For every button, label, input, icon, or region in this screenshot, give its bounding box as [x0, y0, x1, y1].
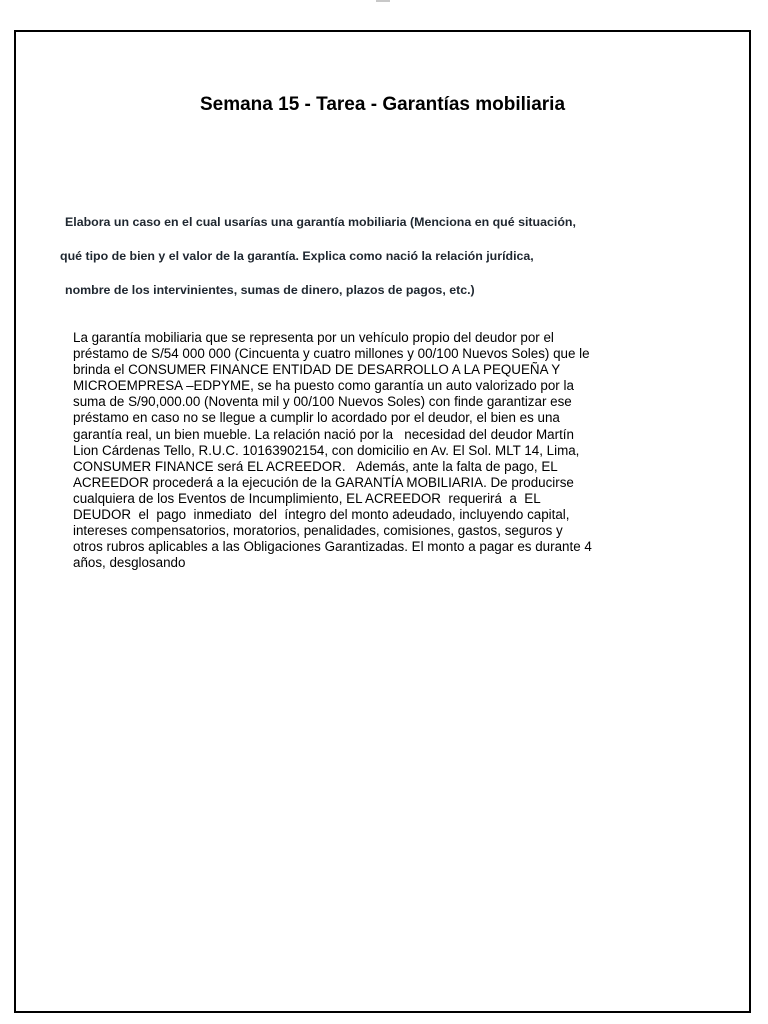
instruction-line-2: qué tipo de bien y el valor de la garantía. Explica como nació la relación jurídica,: [60, 249, 534, 263]
body-line-1: La garantía mobiliaria que se representa por un vehículo propio del deudor por el: [73, 330, 554, 345]
instruction-line-1: Elabora un caso en el cual usarías una garantía mobiliaria (Menciona en qué situación,: [65, 215, 576, 229]
body-line-10: ACREEDOR procederá a la ejecución de la GARANTÍA MOBILIARIA. De producirse: [73, 474, 574, 490]
body-line-2: préstamo de S/54 000 000 (Cincuenta y cuatro millones y 00/100 Nuevos Soles) que le: [73, 346, 590, 362]
answer-paragraph: [73, 330, 688, 571]
body-line-5: suma de S/90,000.00 (Noventa mil y 00/100 Nuevos Soles) con finde garantizar ese: [73, 394, 572, 410]
body-line-3: brinda el CONSUMER FINANCE ENTIDAD DE DESARROLLO A LA PEQUEÑA Y: [73, 362, 561, 378]
body-line-9: CONSUMER FINANCE será EL ACREEDOR. Además, ante la falta de pago, EL: [73, 458, 558, 474]
body-line-12: DEUDOR el pago inmediato del íntegro del monto adeudado, incluyendo capital,: [73, 507, 570, 523]
document-page: [14, 30, 751, 1013]
body-line-4: MICROEMPRESA –EDPYME, se ha puesto como garantía un auto valorizado por la: [73, 378, 574, 394]
document-title: Semana 15 - Tarea - Garantías mobiliaria: [199, 94, 566, 115]
body-line-7: garantía real, un bien mueble. La relación nació por la necesidad del deudor Martín: [73, 426, 574, 442]
instruction-line-3: nombre de los intervinientes, sumas de dinero, plazos de pagos, etc.): [65, 283, 475, 297]
body-line-11: cualquiera de los Eventos de Incumplimiento, EL ACREEDOR requerirá a EL: [73, 490, 541, 506]
page-top-mark: [376, 0, 390, 2]
body-line-15: años, desglosando: [73, 555, 186, 571]
body-line-13: intereses compensatorios, moratorios, penalidades, comisiones, gastos, seguros y: [73, 523, 563, 539]
body-line-6: préstamo en caso no se llegue a cumplir lo acordado por el deudor, el bien es una: [73, 410, 560, 426]
body-line-8: Lion Cárdenas Tello, R.U.C. 10163902154, con domicilio en Av. El Sol. MLT 14, Lima,: [73, 442, 580, 458]
body-line-14: otros rubros aplicables a las Obligaciones Garantizadas. El monto a pagar es durante 4: [73, 539, 592, 555]
